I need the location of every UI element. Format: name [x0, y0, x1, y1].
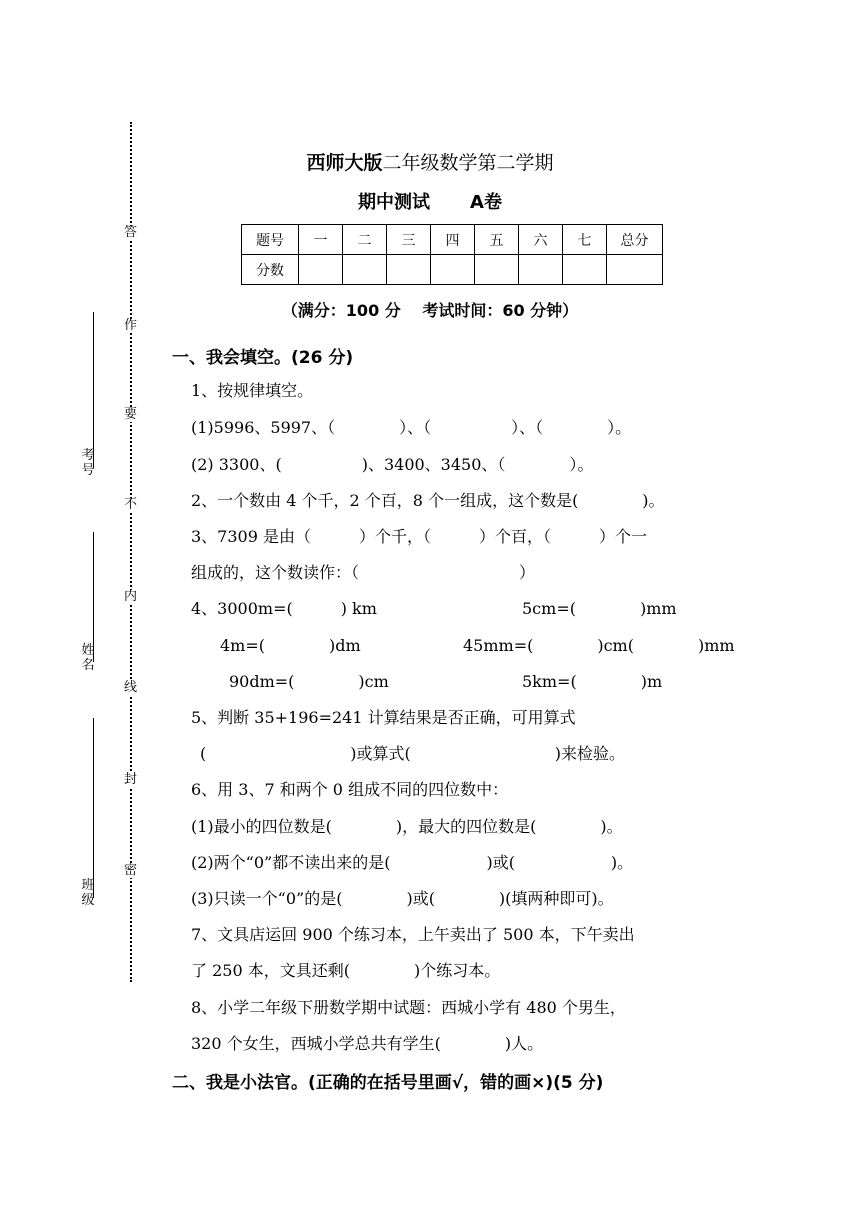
binding-char: 密: [124, 863, 138, 878]
exam-info: （满分：100 分 考试时间：60 分钟）: [281, 301, 579, 320]
question-line: 4m=( )dm: [220, 636, 361, 655]
page-title: 西师大版二年级数学第二学期: [306, 152, 554, 174]
question-line: 5、判断 35+196=241 计算结果是否正确，可用算式: [191, 708, 576, 727]
binding-char: 不: [124, 497, 138, 512]
score-table-header-row: [242, 225, 663, 255]
question-line: 1、按规律填空。: [191, 381, 314, 400]
score-header-cell: 四: [431, 225, 475, 255]
score-cell[interactable]: [607, 255, 663, 285]
question-line: (1)5996、5997、（ ）、（ ）、（ ）。: [191, 418, 632, 437]
field-line-name[interactable]: [93, 532, 94, 662]
field-label-exam-number: 考号: [81, 448, 95, 478]
question-line: 了 250 本，文具还剩( )个练习本。: [191, 961, 501, 980]
score-cell[interactable]: [343, 255, 387, 285]
score-table: [241, 224, 663, 285]
score-header-cell: 五: [475, 225, 519, 255]
question-line: 5km=( )m: [522, 672, 663, 691]
binding-char: 要: [124, 407, 138, 422]
binding-char: 答: [124, 225, 138, 240]
score-header-cell: 六: [519, 225, 563, 255]
field-label-class: 班级: [81, 878, 95, 908]
question-line: 8、小学二年级下册数学期中试题：西城小学有 480 个男生，: [191, 998, 626, 1017]
score-cell[interactable]: [431, 255, 475, 285]
score-cell[interactable]: [387, 255, 431, 285]
score-header-cell: 总分: [607, 225, 663, 255]
binding-char: 内: [124, 589, 138, 604]
question-line: 45mm=( )cm( )mm: [463, 636, 735, 655]
field-line-exam-number[interactable]: [93, 312, 94, 468]
question-line: 3、7309 是由（ ）个千，（ ）个百，（ ）个一: [191, 527, 647, 546]
question-line: 5cm=( )mm: [522, 599, 677, 618]
score-cell[interactable]: [299, 255, 343, 285]
score-header-cell: 三: [387, 225, 431, 255]
question-line: 320 个女生，西城小学总共有学生( )人。: [191, 1034, 544, 1053]
field-label-name: 姓名: [81, 643, 95, 673]
score-header-cell: 二: [343, 225, 387, 255]
question-line: (1)最小的四位数是( )，最大的四位数是( )。: [191, 817, 623, 836]
section-2-title: 二、我是小法官。(正确的在括号里画√，错的画×)(5 分): [172, 1073, 604, 1093]
question-line: (3)只读一个“0”的是( )或( )(填两种即可)。: [191, 889, 614, 908]
page-subtitle: 期中测试 A卷: [358, 192, 502, 213]
section-1-title: 一、我会填空。(26 分): [172, 348, 354, 368]
question-line: 组成的，这个数读作：（ ）: [191, 563, 536, 582]
score-header-cell: 一: [299, 225, 343, 255]
question-line: (2)两个“0”都不读出来的是( )或( )。: [191, 853, 634, 872]
score-table-score-row: [242, 255, 663, 285]
score-header-cell: 题号: [242, 225, 299, 255]
score-cell[interactable]: [475, 255, 519, 285]
binding-char: 线: [124, 680, 138, 695]
question-line: 4、3000m=( ) km: [191, 599, 377, 618]
binding-char: 封: [124, 772, 138, 787]
question-line: 90dm=( )cm: [229, 672, 389, 691]
score-row-label: 分数: [242, 255, 299, 285]
field-line-class[interactable]: [93, 718, 94, 898]
binding-char: 作: [124, 318, 138, 333]
question-line: ( )或算式( )来检验。: [200, 744, 625, 763]
score-cell[interactable]: [519, 255, 563, 285]
question-line: 2、一个数由 4 个千，2 个百，8 个一组成，这个数是( )。: [191, 491, 665, 510]
question-line: 7、文具店运回 900 个练习本，上午卖出了 500 本，下午卖出: [191, 925, 635, 944]
question-line: 6、用 3、7 和两个 0 组成不同的四位数中：: [191, 780, 509, 799]
score-cell[interactable]: [563, 255, 607, 285]
binding-dotted-line: [130, 122, 132, 982]
question-line: (2) 3300、( )、3400、3450、（ ）。: [191, 455, 594, 474]
score-header-cell: 七: [563, 225, 607, 255]
